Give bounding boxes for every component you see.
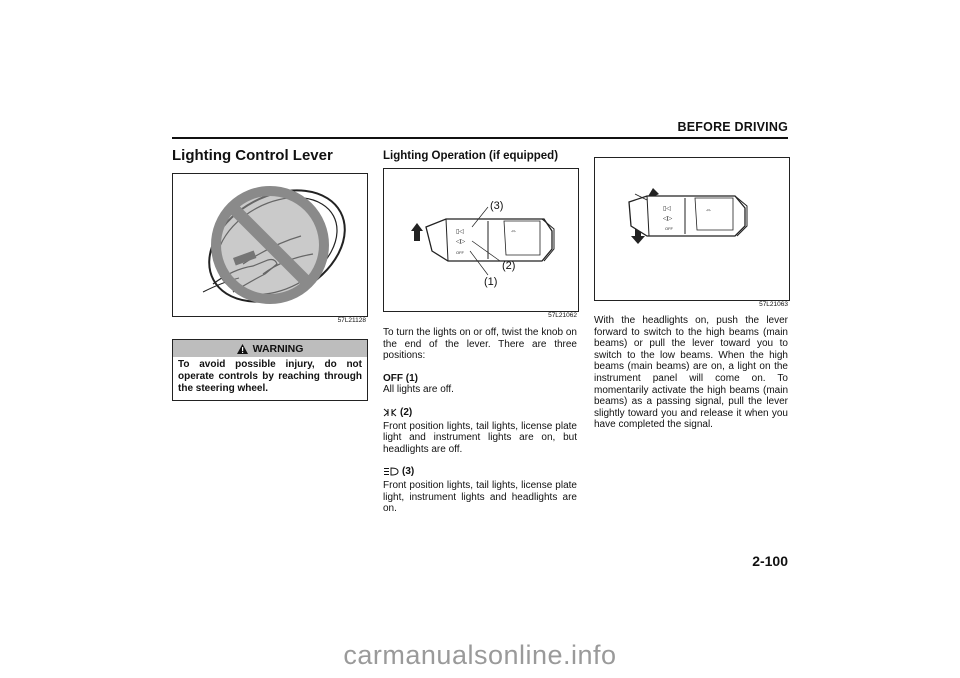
warning-header	[173, 340, 367, 357]
position-off	[383, 373, 577, 396]
callout-3: (3)	[490, 200, 504, 212]
high-low-beam-illustration	[595, 158, 789, 300]
figure1-code: 57L21128	[337, 317, 366, 324]
figure2-code: 57L21062	[548, 312, 577, 319]
figure-steering-warning	[172, 173, 368, 317]
callout-1: (1)	[484, 276, 498, 288]
column2-text	[383, 327, 577, 515]
position-2-label: (2)	[400, 406, 413, 418]
position-light-symbol: ◁▷	[663, 216, 673, 222]
headlight-symbol: ▯◁	[456, 229, 464, 235]
position-off-text: All lights are off.	[383, 384, 454, 396]
figure3-code: 57L21063	[759, 301, 788, 308]
position-light-icon	[383, 408, 397, 421]
subsection-title: Lighting Operation (if equipped)	[383, 150, 559, 162]
off-marking: OFF	[665, 226, 673, 231]
position-off-label: OFF (1)	[383, 372, 418, 384]
position-3-label: (3)	[402, 466, 415, 478]
headlight-icon	[383, 467, 399, 480]
intro-paragraph: To turn the lights on or off, twist the knob on the end of the lever. There are three positions:	[383, 327, 577, 362]
warning-text: To avoid possible injury, do not operate controls by reaching through the steering wheel.	[178, 359, 362, 394]
off-marking: OFF	[456, 250, 464, 255]
warning-triangle-icon	[237, 344, 248, 354]
callout-2: (2)	[502, 260, 516, 272]
section-title: Lighting Control Lever	[172, 147, 333, 164]
beam-symbol: ⇔	[510, 228, 517, 235]
figure-lever-positions	[383, 168, 579, 312]
position-light-symbol: ◁▷	[456, 239, 466, 245]
page-number: 2-100	[752, 553, 788, 569]
header-rule	[172, 137, 788, 139]
steering-wheel-prohibited-illustration	[173, 174, 367, 316]
headlight-symbol: ▯◁	[663, 206, 671, 212]
warning-label: WARNING	[252, 342, 304, 355]
lever-knob-positions-illustration	[384, 169, 578, 311]
position-3-text: Front position lights, tail lights, license plate light, instrument lights and headlights are on.	[383, 479, 577, 515]
beam-symbol: ⇔	[705, 207, 712, 214]
position-2	[383, 407, 577, 455]
position-2-text: Front position lights, tail lights, license plate light and instrument lights are on, but headlights are off.	[383, 420, 577, 455]
figure-beam-switch	[594, 157, 790, 301]
watermark: carmanualsonline.info	[343, 640, 617, 670]
column3-text: With the headlights on, push the lever forward to switch to the high beams (main beams) or pull the lever toward you to switch to the low beams. When the high beams (main beams) are on, a light on the instrument panel will come on. To momentarily activate the high beams (main beams) as a passing signal, pull the lever slightly toward you and release it when you have completed the signal.	[594, 315, 788, 431]
position-3	[383, 466, 577, 514]
running-header: BEFORE DRIVING	[677, 120, 788, 134]
warning-box	[172, 339, 368, 401]
